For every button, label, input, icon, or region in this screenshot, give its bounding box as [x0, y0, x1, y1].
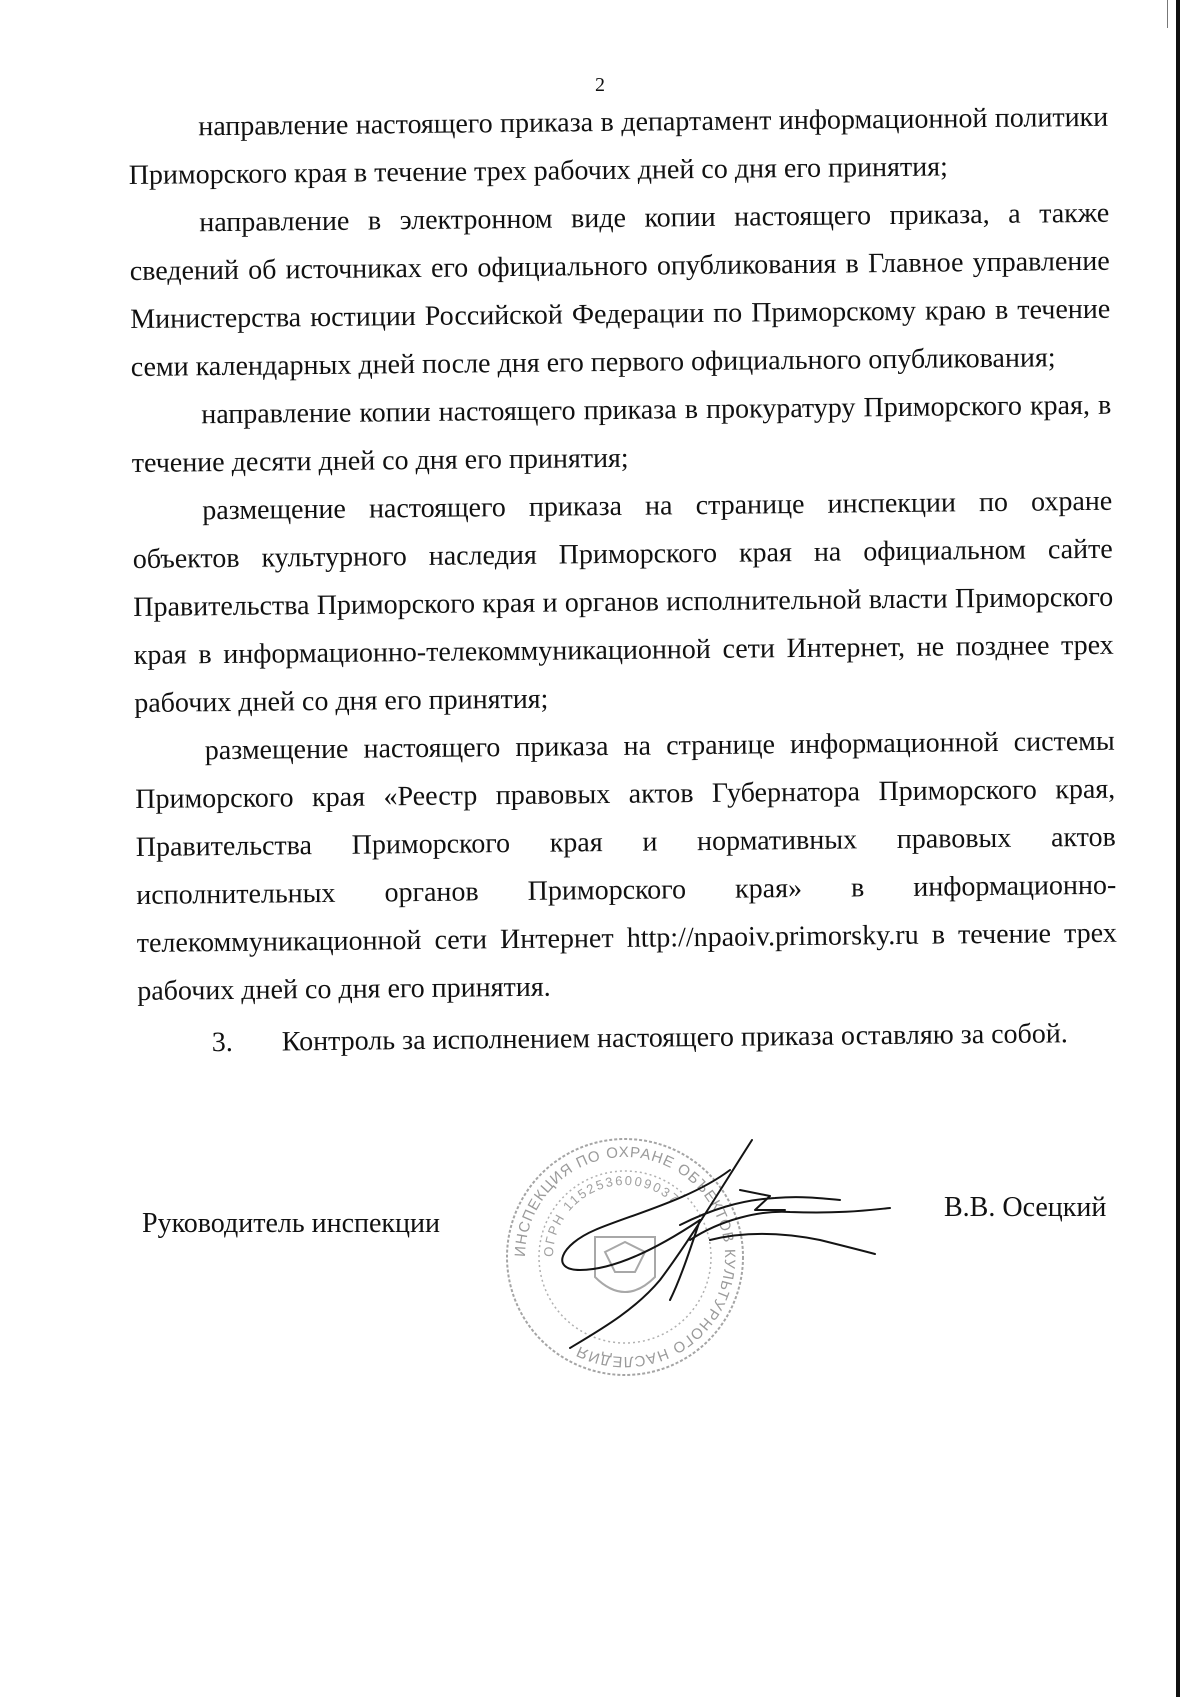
handwritten-signature	[540, 1130, 920, 1350]
stamp-outer-text: ИНСПЕКЦИЯ ПО ОХРАНЕ ОБЪЕКТОВ КУЛЬТУРНОГО НАСЛЕДИЯ	[511, 1143, 739, 1371]
paragraph-info-policy: направление настоящего приказа в департамент информационной политики Приморского края в течение трех рабочих дней со дня его принятия;	[128, 101, 1109, 191]
signatory-name: В.В. Осецкий	[944, 1192, 1107, 1223]
item-3-text: Контроль за исполнением настоящего приказа оставляю за собой.	[281, 1018, 1068, 1058]
paragraph-inspection-site: размещение настоящего приказа на странице инспекции по охране объектов культурного наследия Приморского края на официальном сайте Правительства Приморского края и органов исполнительной власти Приморского края в информационно-телекоммуникационной сети Интернет, не позднее трех рабочих дней со дня его принятия;	[132, 485, 1114, 719]
order-body	[128, 94, 1118, 1068]
scan-edge-mark	[1167, 0, 1168, 28]
page-number: 2	[595, 74, 605, 96]
paragraph-ministry-justice: направление в электронном виде копии настоящего приказа, а также сведений об источниках его официального опубликования в Главное управление Министерства юстиции Российской Федерации по Приморскому краю в течение семи календарных дней после дня его первого официального опубликования;	[129, 197, 1111, 383]
signatory-position: Руководитель инспекции	[142, 1208, 440, 1239]
item-3-number: 3.	[211, 1026, 233, 1059]
stamp-inner-text: ОГРН 1152536009037	[540, 1172, 683, 1258]
scan-edge-line	[1176, 0, 1180, 1697]
paragraph-prosecutor: направление копии настоящего приказа в прокуратуру Приморского края, в течение десяти дней со дня его принятия;	[131, 389, 1112, 479]
item-3	[138, 1010, 1118, 1068]
paragraph-registry-system: размещение настоящего приказа на странице информационной системы Приморского края «Реестр правовых актов Губернатора Приморского края, Правительства Приморского края и нормативных правовых актов исполнительных органов Приморского края» в информационно-телекоммуникационной сети Интернет http://npaoiv.primorsky.ru в течение трех рабочих дней со дня его принятия.	[135, 725, 1117, 1007]
